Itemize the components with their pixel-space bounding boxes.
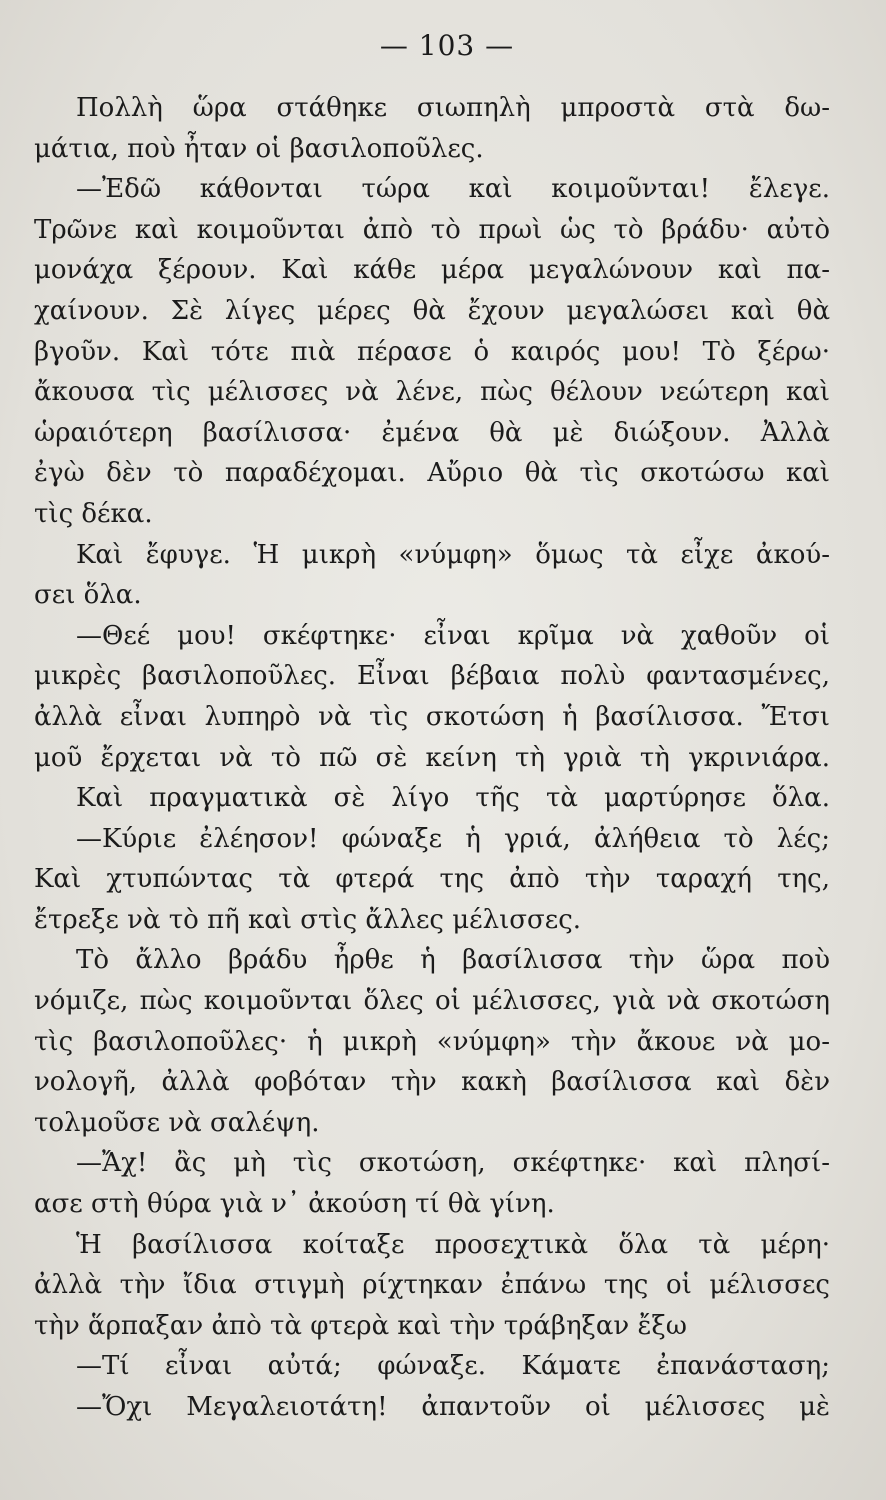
text-line: μονάχα ξέρουν. Καὶ κάθε μέρα μεγαλώνουν καὶ πα- [34, 255, 830, 286]
text-line: Τὸ ἄλλο βράδυ ἦρθε ἡ βασίλισσα τὴν ὥρα ποὺ [76, 945, 830, 976]
text-line: τὶς βασιλοποῦλες· ἡ μικρὴ «νύμφη» τὴν ἄκουε νὰ μο- [34, 1026, 830, 1057]
text-line: —Ὄχι Μεγαλειοτάτη! ἀπαντοῦν οἱ μέλισσες μὲ [76, 1392, 830, 1422]
text-line: ἀλλὰ τὴν ἴδια στιγμὴ ρίχτηκαν ἐπάνω της οἱ μέλισσες [34, 1270, 830, 1301]
text-line: μάτια, ποὺ ἦταν οἱ βασιλοποῦλες. [34, 133, 484, 164]
text-line: —Θεέ μου! σκέφτηκε· εἶναι κρῖμα νὰ χαθοῦν οἱ [76, 620, 830, 651]
text-line: νολογῆ, ἀλλὰ φοβόταν τὴν κακὴ βασίλισσα καὶ δὲν [34, 1067, 830, 1098]
text-line: ἀλλὰ εἶναι λυπηρὸ νὰ τὶς σκοτώση ἡ βασίλισσα. Ἔτσι [34, 701, 830, 732]
text-line: τολμοῦσε νὰ σαλέψη. [34, 1107, 320, 1138]
text-line: —Ἐδῶ κάθονται τώρα καὶ κοιμοῦνται! ἔλεγε. [76, 174, 830, 205]
text-line: ὡραιότερη βασίλισσα· ἐμένα θὰ μὲ διώξουν. Ἀλλὰ [34, 417, 830, 448]
text-line: —Ἄχ! ἂς μὴ τὶς σκοτώση, σκέφτηκε· καὶ πλησί- [76, 1148, 830, 1179]
text-line: —Τί εἶναι αὐτά; φώναξε. Κάματε ἐπανάσταση; [76, 1351, 830, 1382]
text-line: ἐγὼ δὲν τὸ παραδέχομαι. Αὔριο θὰ τὶς σκοτώσω καὶ [34, 458, 830, 489]
text-line: σει ὅλα. [34, 580, 142, 611]
text-line: τὴν ἅρπαξαν ἀπὸ τὰ φτερὰ καὶ τὴν τράβηξαν ἔξω [34, 1310, 687, 1341]
text-line: ασε στὴ θύρα γιὰ ν᾿ ἀκούση τί θὰ γίνη. [34, 1189, 555, 1220]
page-number: — 103 — [379, 29, 515, 62]
text-line: Καὶ πραγματικὰ σὲ λίγο τῆς τὰ μαρτύρησε ὅλα. [76, 783, 830, 814]
text-line: νόμιζε, πὼς κοιμοῦνται ὅλες οἱ μέλισσες, γιὰ νὰ σκοτώση [34, 986, 830, 1017]
text-line: ἄκουσα τὶς μέλισσες νὰ λένε, πὼς θέλουν νεώτερη καὶ [34, 377, 830, 408]
text-line: μοῦ ἔρχεται νὰ τὸ πῶ σὲ κείνη τὴ γριὰ τὴ γκρινιάρα. [34, 742, 830, 773]
text-line: Πολλὴ ὥρα στάθηκε σιωπηλὴ μπροστὰ στὰ δω- [76, 93, 830, 123]
text-line: μικρὲς βασιλοποῦλες. Εἶναι βέβαια πολὺ φαντασμένες, [34, 661, 830, 692]
text-line: βγοῦν. Καὶ τότε πιὰ πέρασε ὁ καιρός μου! Τὸ ξέρω· [34, 336, 830, 367]
text-line: Τρῶνε καὶ κοιμοῦνται ἀπὸ τὸ πρωὶ ὡς τὸ βράδυ· αὐτὸ [34, 214, 830, 245]
text-line: τὶς δέκα. [34, 498, 153, 529]
page-text [34, 88, 830, 1428]
text-line: Ἡ βασίλισσα κοίταξε προσεχτικὰ ὅλα τὰ μέρη· [76, 1229, 830, 1260]
text-line: —Κύριε ἐλέησον! φώναξε ἡ γριά, ἀλήθεια τὸ λές; [76, 823, 830, 854]
text-line: χαίνουν. Σὲ λίγες μέρες θὰ ἔχουν μεγαλώσει καὶ θὰ [34, 295, 830, 326]
text-line: ἔτρεξε νὰ τὸ πῆ καὶ στὶς ἄλλες μέλισσες. [34, 904, 582, 935]
text-line: Καὶ ἔφυγε. Ἡ μικρὴ «νύμφη» ὅμως τὰ εἶχε ἀκού- [76, 539, 830, 570]
text-line: Καὶ χτυπώντας τὰ φτερά της ἀπὸ τὴν ταραχή της, [34, 864, 830, 895]
